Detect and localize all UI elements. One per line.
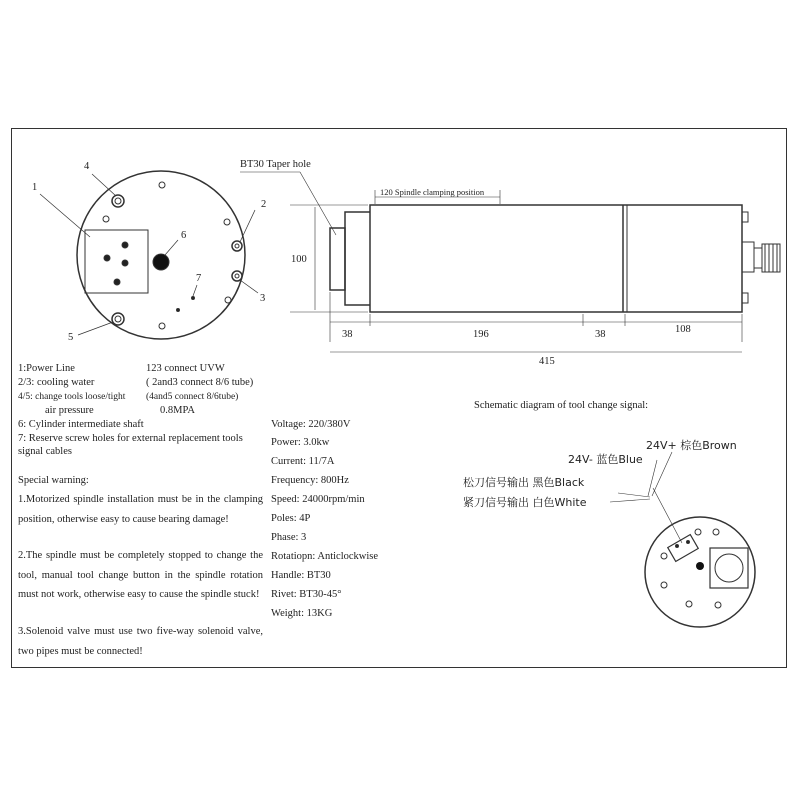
dimension-196: 196 (473, 329, 489, 340)
spec-frequency: Frequency: 800Hz (271, 475, 349, 486)
note-tool-change-value: (4and5 connect 8/6tube) (146, 392, 239, 402)
spec-poles: Poles: 4P (271, 513, 311, 524)
note-air-pressure-value: 0.8MPA (160, 405, 195, 416)
note-air-pressure: air pressure (45, 405, 94, 416)
callout-2: 2 (261, 199, 267, 210)
spec-voltage: Voltage: 220/380V (271, 419, 351, 430)
spec-phase: Phase: 3 (271, 532, 307, 543)
note-cooling-water: 2/3: cooling water (18, 377, 95, 388)
wire-blue-label: 24V- 蓝色Blue (568, 453, 643, 466)
spec-current: Current: 11/7A (271, 456, 335, 467)
dimension-38-right: 38 (595, 329, 606, 340)
warning-item-2: 2.The spindle must be completely stopped to change the tool, manual tool change button in the spindle rotation must not work, otherwise easy to cause the spindle stuck! (18, 550, 263, 600)
callout-3: 3 (260, 293, 266, 304)
spec-speed: Speed: 24000rpm/min (271, 494, 365, 505)
warning-item-1: 1.Motorized spindle installation must be in the clamping position, otherwise easy to cause bearing damage! (18, 494, 263, 525)
note-power-line: 1:Power Line (18, 363, 75, 374)
note-shaft: 6: Cylinder intermediate shaft (18, 419, 144, 430)
wire-white-label: 紧刀信号输出 白色White (463, 496, 587, 509)
note-power-line-value: 123 connect UVW (146, 363, 225, 374)
spec-power: Power: 3.0kw (271, 437, 330, 448)
wire-brown-label: 24V+ 棕色Brown (646, 439, 737, 452)
spec-handle: Handle: BT30 (271, 570, 331, 581)
callout-4: 4 (84, 161, 90, 172)
callout-7: 7 (196, 273, 202, 284)
warning-title: Special warning: (18, 475, 89, 486)
taper-hole-label: BT30 Taper hole (240, 159, 311, 170)
callout-5: 5 (68, 332, 74, 343)
note-reserve-holes: 7: Reserve screw holes for external replacement tools (18, 433, 243, 444)
intermediate-shaft (153, 254, 169, 270)
spec-weight: Weight: 13KG (271, 608, 333, 619)
dimension-108: 108 (675, 324, 691, 335)
signal-title: Schematic diagram of tool change signal: (474, 400, 649, 411)
note-cooling-water-value: ( 2and3 connect 8/6 tube) (146, 377, 254, 388)
clamping-position-label: 120 Spindle clamping position (380, 187, 485, 197)
wire-black-label: 松刀信号输出 黑色Black (463, 476, 585, 489)
dimension-height: 100 (291, 254, 307, 265)
callout-6: 6 (181, 230, 187, 241)
spec-rivet: Rivet: BT30-45° (271, 589, 342, 600)
dimension-total: 415 (539, 356, 555, 367)
spec-rotation: Rotatiopn: Anticlockwise (271, 551, 379, 562)
note-tool-change: 4/5: change tools loose/tight (18, 392, 126, 402)
note-signal-cables: signal cables (18, 446, 72, 457)
spindle-side-view (370, 205, 742, 312)
warning-item-3: 3.Solenoid valve must use two five-way solenoid valve, two pipes must be connected! (18, 626, 263, 657)
dimension-38-left: 38 (342, 329, 353, 340)
callout-1: 1 (32, 182, 38, 193)
